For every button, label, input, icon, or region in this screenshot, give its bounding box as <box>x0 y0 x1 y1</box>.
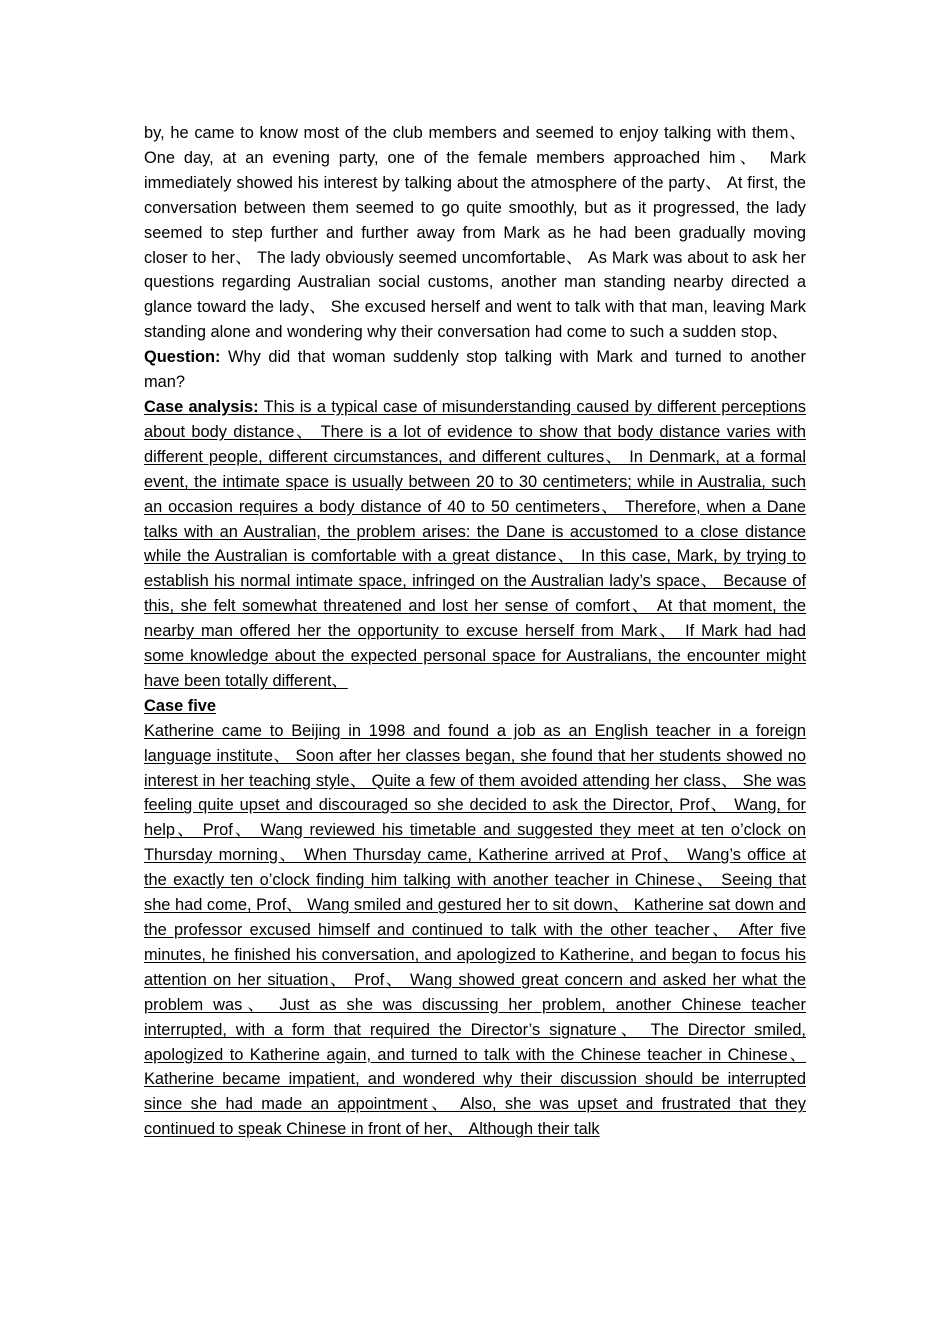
case-five-paragraph: Katherine came to Beijing in 1998 and found a job as an English teacher in a foreign language institute、 Soon after her classes began, she found that her students showed no interest in her teaching style、 Quite a few of them avoided attending her class、 She was feeling quite upset and discouraged so she decided to ask the Director, Prof、 Wang, for help、 Prof、 Wang reviewed his timetable and suggested they meet at ten o’clock on Thursday morning、 When Thursday came, Katherine arrived at Prof、 Wang’s office at the exactly ten o’clock finding him talking with another teacher in Chinese、 Seeing that she had come, Prof、 Wang smiled and gestured her to sit down、 Katherine sat down and the professor excused himself and continued to talk with the other teacher、 After five minutes, he finished his conversation, and apologized to Katherine, and began to focus his attention on her situation、 Prof、 Wang showed great concern and asked her what the problem was、 Just as she was discussing her problem, another Chinese teacher interrupted, with a form that required the Director’s signature、 The Director smiled, apologized to Katherine again, and turned to talk with the Chinese teacher in Chinese、 Katherine became impatient, and wondered why their discussion should be interrupted since she had made an appointment、 Also, she was upset and frustrated that they continued to speak Chinese in front of her、 Although their talk <box>144 721 806 1139</box>
question-paragraph <box>144 345 806 395</box>
question-label: Question: <box>144 348 221 367</box>
case-five-heading: Case five <box>144 696 216 715</box>
document-page <box>144 121 806 1142</box>
case-analysis-paragraph <box>144 395 806 694</box>
story-paragraph: by, he came to know most of the club members and seemed to enjoy talking with them、 One day, at an evening party, one of the female members approached him、 Mark immediately showed his interest by talking about the atmosphere of the party、 At first, the conversation between them seemed to go quite smoothly, but as it progressed, the lady seemed to step further and further away from Mark as he had been gradually moving closer to her、 The lady obviously seemed uncomfortable、 As Mark was about to ask her questions regarding Australian social customs, another man standing nearby directed a glance toward the lady、 She excused herself and went to talk with that man, leaving Mark standing alone and wondering why their conversation had come to such a sudden stop、 <box>144 124 806 342</box>
question-text: Why did that woman suddenly stop talking with Mark and turned to another man? <box>144 348 806 392</box>
case-analysis-text: This is a typical case of misunderstanding caused by different perceptions about body distance、 There is a lot of evidence to show that body distance varies with different people, different circumstances, and different cultures、 In Denmark, at a formal event, the intimate space is usually between 20 to 30 centimeters; while in Australia, such an occasion requires a body distance of 40 to 50 centimeters、 Therefore, when a Dane talks with an Australian, the problem arises: the Dane is accustomed to a close distance while the Australian is comfortable with a great distance、 In this case, Mark, by trying to establish his normal intimate space, infringed on the Australian lady’s space、 Because of this, she felt somewhat threatened and lost her sense of comfort、 At that moment, the nearby man offered her the opportunity to excuse herself from Mark、 If Mark had had some knowledge about the expected personal space for Australians, the encounter might have been totally different、 <box>144 397 806 690</box>
case-analysis-label: Case analysis: <box>144 397 259 416</box>
